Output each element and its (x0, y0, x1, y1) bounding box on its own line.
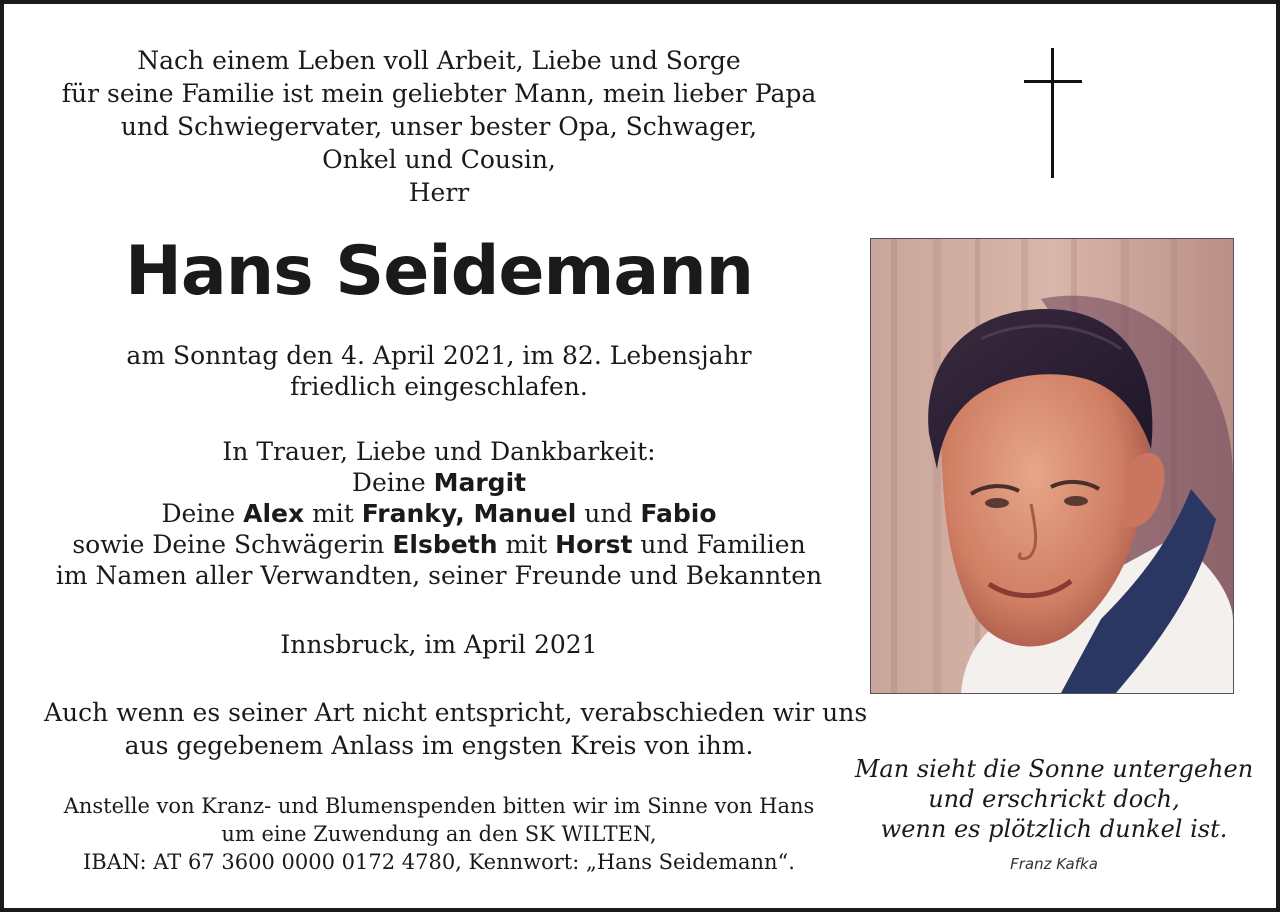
donation-request (44, 792, 834, 876)
quote-block (844, 754, 1264, 844)
death-notice (44, 340, 834, 402)
intro-line: Nach einem Leben voll Arbeit, Liebe und Sorge (137, 46, 741, 75)
death-line: am Sonntag den 4. April 2021, im 82. Lebensjahr (126, 341, 752, 370)
intro-line: und Schwiegervater, unser bester Opa, Schwager, (120, 112, 758, 141)
mourners-line: im Namen aller Verwandten, seiner Freunde und Bekannten (55, 561, 823, 590)
mourners-text: und Familien (632, 530, 806, 559)
mourners-text: Deine (161, 499, 244, 528)
place-date: Innsbruck, im April 2021 (280, 630, 598, 659)
mourners-line (44, 529, 834, 560)
cross-vertical-bar (1051, 48, 1054, 178)
mourners-line (44, 467, 834, 498)
death-line: friedlich eingeschlafen. (290, 372, 588, 401)
mourners-text: Deine (351, 468, 434, 497)
mourner-name: Alex (243, 499, 305, 528)
mourners-text: mit (497, 530, 556, 559)
mourner-name: Elsbeth (392, 530, 498, 559)
cross-horizontal-bar (1024, 80, 1082, 83)
portrait-photo (870, 238, 1234, 694)
mourner-name: Franky, Manuel (361, 499, 577, 528)
note-line: aus gegebenem Anlass im engsten Kreis von ihm. (124, 731, 754, 760)
intro-line: Onkel und Cousin, (322, 145, 556, 174)
quote-line: wenn es plötzlich dunkel ist. (880, 815, 1228, 843)
intro-text (44, 44, 834, 209)
mourners-block (44, 436, 834, 591)
donation-line: IBAN: AT 67 3600 0000 0172 4780, Kennwort: „Hans Seidemann“. (83, 850, 795, 874)
mourners-text: und (576, 499, 641, 528)
note-line: Auch wenn es seiner Art nicht entspricht, verabschieden wir uns (44, 698, 868, 727)
quote-line: Man sieht die Sonne untergehen (854, 755, 1254, 783)
mourners-text: mit (304, 499, 362, 528)
mourners-line (44, 498, 834, 529)
portrait-illustration (871, 239, 1233, 693)
latin-cross-icon (1024, 48, 1082, 178)
deceased-name: Hans Seidemann (124, 232, 754, 311)
mourner-name: Fabio (640, 499, 717, 528)
mourners-heading: In Trauer, Liebe und Dankbarkeit: (222, 437, 656, 466)
quote-author: Franz Kafka (1010, 855, 1098, 873)
intro-line: Herr (408, 178, 470, 207)
donation-line: Anstelle von Kranz- und Blumenspenden bitten wir im Sinne von Hans (63, 794, 815, 818)
donation-line: um eine Zuwendung an den SK WILTEN, (221, 822, 657, 846)
mourner-name: Horst (555, 530, 633, 559)
funeral-note (44, 696, 868, 762)
mourner-name: Margit (433, 468, 527, 497)
quote-line: und erschrickt doch, (928, 785, 1180, 813)
intro-line: für seine Familie ist mein geliebter Mann, mein lieber Papa (61, 79, 817, 108)
mourners-text: sowie Deine Schwägerin (72, 530, 393, 559)
